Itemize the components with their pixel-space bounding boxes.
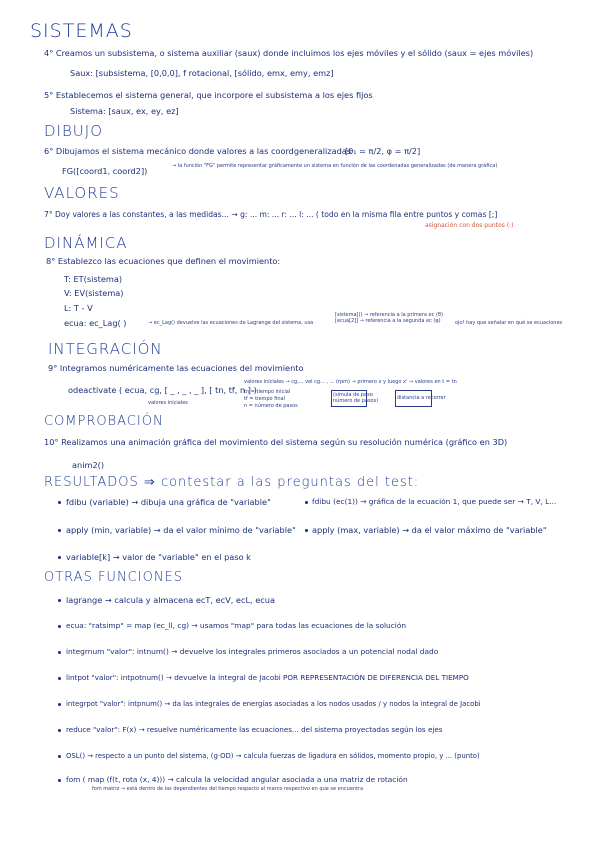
integration-code-sub: valores iniciales [148, 400, 188, 406]
step-5-code: Sistema: [saux, ex, ey, ez] [70, 106, 179, 116]
bullet [58, 703, 61, 706]
bullet [58, 729, 61, 732]
eq-note-3: ojo! hay que señalar en qué se ecuaciones [455, 320, 563, 326]
eq-note-2: [sistema]() → referencia a la primera ec (θ) [ecua[2]] → referencia a la segunda ec (φ) [335, 312, 443, 324]
heading-resultados: RESULTADOS ⇒ contestar a las preguntas del test: [44, 475, 420, 490]
bullet [58, 556, 61, 559]
result-item-3: apply (min, variable) → da el valor mínimo de "variable" [66, 525, 296, 535]
result-item-2: fdibu (ec(1)) → gráfica de la ecuación 1, que puede ser → T, V, L... [312, 497, 557, 506]
box-1-text-b: número de pasos) [333, 398, 379, 404]
function-8-note: fom matriz → está dentro de las dependientes del tiempo respecto al marco respectivo en que se encuentra [92, 786, 364, 792]
function-2: ecua: "ratsimp" = map (ec_ll, cg) → usamos "map" para todas las ecuaciones de la solución [66, 621, 407, 630]
step-7-text: 7° Doy valores a las constantes, a las medidas... → g: ... m: ... r: ... l: ... ( todo en la misma fila entre puntos y comas [;] [44, 210, 498, 219]
result-item-4: apply (max, variable) → da el valor máximo de "variable" [312, 525, 547, 535]
eq-t: T: ET(sistema) [64, 274, 123, 284]
bullet [58, 651, 61, 654]
integration-note-b: tf = tiempo final [244, 396, 285, 402]
bullet [58, 755, 61, 758]
integration-code: odeactivate ( ecua, cg, [ _ , _ , _ ], [ tn, tf, n ] ) [68, 385, 257, 395]
bullet [305, 529, 308, 532]
function-6: reduce "valor": F(x) → resuelve numéricamente las ecuaciones... del sistema proyectadas según los ejes [66, 725, 443, 734]
integration-note: valores iniciales → cg,... vel cg... , ... (rpm) → primero x y luego x' → valores en t = tn [244, 379, 457, 385]
integration-note-c: n = número de pasos [244, 403, 298, 409]
box-2-text: distancia a recorrer [397, 395, 446, 401]
result-item-1: fdibu (variable) → dibuja una gráfica de "variable" [66, 497, 271, 507]
step-8-text: 8° Establezco las ecuaciones que definen el movimiento: [46, 256, 281, 266]
step-9-text: 9° Integramos numéricamente las ecuaciones del movimiento [48, 363, 304, 373]
integration-note-a: tn = tiempo inicial [244, 389, 291, 395]
box-1-text: (simula de paso [333, 392, 373, 398]
step-5-text: 5° Establecemos el sistema general, que incorpore el subsistema a los ejes fijos [44, 90, 373, 100]
heading-dibujo: DIBUJO [44, 122, 104, 140]
bullet [58, 779, 61, 782]
bullet [58, 529, 61, 532]
result-item-5: variable[k] → valor de "variable" en el paso k [66, 552, 251, 562]
function-4: lintpot "valor": intpotnum() → devuelve la integral de Jacobi POR REPRESENTACIÓN DE DIFERENCIA DEL TIEMPO [66, 673, 469, 682]
bullet [58, 501, 61, 504]
step-4-code: Saux: [subsistema, [0,0,0], f rotacional, [sólido, emx, emy, emz] [70, 68, 334, 78]
step-4-text: 4° Creamos un subsistema, o sistema auxiliar (saux) donde incluimos los ejes móviles y el sólido (saux = ejes móviles) [44, 48, 534, 58]
eq-note: → ec_Lag() devuelve las ecuaciones de Lagrange del sistema, usa [148, 320, 314, 326]
function-1: lagrange → calcula y almacena ecT, ecV, ecL, ecua [66, 595, 275, 605]
eq-v: V: EV(sistema) [64, 288, 124, 298]
heading-dinamica: DINÁMICA [44, 234, 128, 252]
function-7: OSL() → respecto a un punto del sistema, (g·OD) → calcula fuerzas de ligadura en sólidos, momento propio, y ... (punto) [66, 752, 480, 760]
step-7-note: asignación con dos puntos (:) [425, 222, 514, 229]
bullet [58, 625, 61, 628]
function-5: integrpot "valor": intpnum() → da las integrales de energías asociadas a los nodos usados / y nodos la integral de Jacobi [66, 700, 481, 708]
function-3: integrnum "valor": intnum() → devuelve los integrales primeros asociados a un potencial nodal dado [66, 647, 439, 656]
step-6-code: FG([coord1, coord2]) [62, 166, 148, 176]
heading-sistemas: SISTEMAS [30, 20, 133, 42]
heading-valores: VALORES [44, 184, 120, 202]
heading-otras-funciones: OTRAS FUNCIONES [44, 570, 184, 585]
eq-ecua: ecua: ec_Lag( ) [64, 318, 127, 328]
eq-l: L: T - V [64, 303, 93, 313]
bullet [305, 501, 308, 504]
heading-integracion: INTEGRACIÓN [48, 340, 163, 358]
heading-comprobacion: COMPROBACIÓN [44, 414, 164, 429]
function-8: fom ( map (f(t, rota (x, 4))) → calcula la velocidad angular asociada a una matriz de rotación [66, 775, 408, 784]
bullet [58, 677, 61, 680]
step-10-text: 10° Realizamos una animación gráfica del movimiento del sistema según su resolución numérica (gráfico en 3D) [44, 437, 508, 447]
step-6-note: → la función "FG" permite representar gráficamente un sistema en función de las coordenadas generalizadas (de manera gráfica) [172, 163, 498, 169]
step-10-code: anim2() [72, 460, 105, 470]
step-6-formula: [θ₁ = π/2, φ = π/2] [345, 146, 421, 156]
step-6-text: 6° Dibujamos el sistema mecánico donde valores a las coordgeneralizadas [44, 146, 352, 156]
bullet [58, 599, 61, 602]
